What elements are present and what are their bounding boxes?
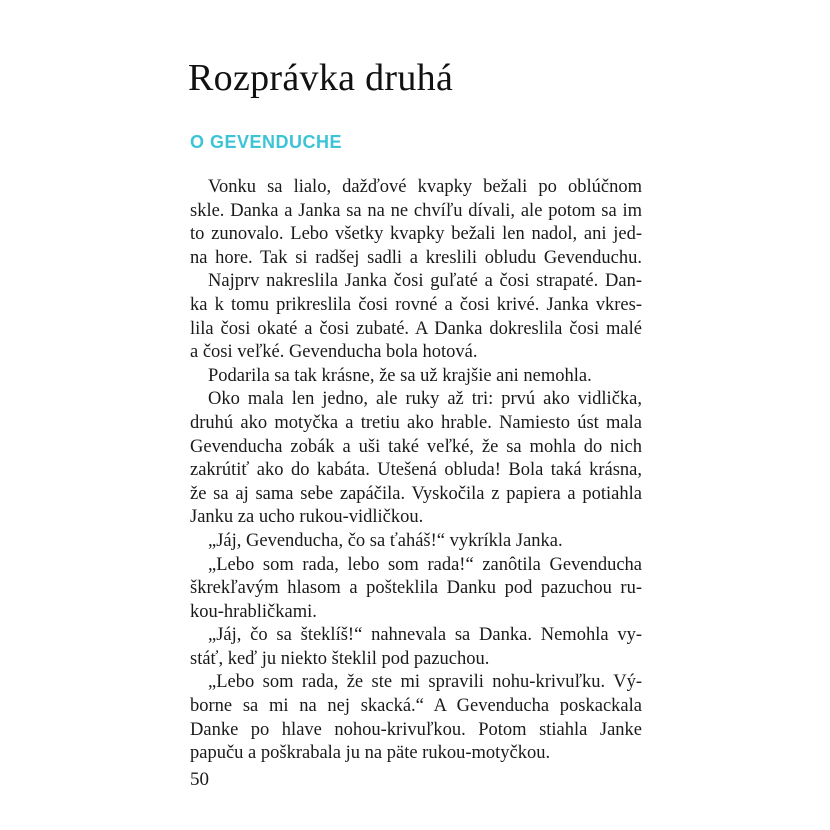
page-number: 50 — [190, 769, 209, 790]
text-line: ka k tomu prikreslila čosi rovné a čosi krivé. Janka vkres- — [190, 294, 642, 315]
section-heading: O GEVENDUCHE — [190, 132, 343, 152]
text-line: borne sa mi na nej skacká.“ A Gevenducha poskackala — [190, 696, 642, 717]
text-line: „Jáj, čo sa šteklíš!“ nahnevala sa Danka. Nemohla vy- — [208, 625, 642, 646]
text-line: papuču a poškrabala ju na päte rukou-motyčkou. — [190, 743, 551, 764]
text-line: to zunovalo. Lebo všetky kvapky bežali len nadol, ani jed- — [190, 224, 642, 245]
text-line: škrekľavým hlasom a pošteklila Danku pod pazuchou ru- — [190, 578, 642, 599]
text-line: lila čosi okaté a čosi zubaté. A Danka dokreslila čosi malé — [190, 318, 642, 339]
text-line: Vonku sa lialo, dažďové kvapky bežali po oblúčnom — [208, 177, 642, 197]
text-line: Najprv nakreslila Janka čosi guľaté a čosi strapaté. Dan- — [208, 271, 642, 292]
text-line: a čosi veľké. Gevenducha bola hotová. — [190, 342, 478, 363]
text-line: Oko mala len jedno, ale ruky až tri: prvú ako vidlička, — [208, 389, 642, 410]
text-line: Janku za ucho rukou-vidličkou. — [190, 507, 424, 528]
story-text — [190, 176, 642, 766]
text-line: „Lebo som rada, že ste mi spravili nohu-krivuľku. Vý- — [208, 672, 642, 693]
text-line: skle. Danka a Janka sa na ne chvíľu dívali, ale potom sa im — [190, 200, 642, 221]
text-line: že sa aj sama sebe zapáčila. Vyskočila z papiera a potiahla — [190, 483, 642, 504]
text-line: Danke po hlave nohou-krivuľkou. Potom stiahla Janke — [190, 719, 642, 740]
text-line: na hore. Tak si radšej sadli a kreslili obludu Gevenduchu. — [190, 247, 642, 268]
chapter-title: Rozprávka druhá — [188, 57, 454, 99]
text-line: stáť, keď ju niekto šteklil pod pazuchou. — [190, 648, 490, 669]
text-line: „Lebo som rada, lebo som rada!“ zanôtila Gevenducha — [208, 554, 642, 575]
text-line: „Jáj, Gevenducha, čo sa ťaháš!“ vykríkla Janka. — [208, 530, 563, 551]
text-line: druhú ako motyčka a tretiu ako hrable. Namiesto úst mala — [190, 412, 642, 433]
text-line: kou-hrabličkami. — [190, 601, 317, 622]
text-line: zakrútiť ako do kabáta. Utešená obluda! Bola taká krásna, — [190, 460, 642, 481]
text-line: Gevenducha zobák a uši také veľké, že sa mohla do nich — [190, 436, 642, 457]
text-line: Podarila sa tak krásne, že sa už krajšie ani nemohla. — [208, 365, 592, 386]
